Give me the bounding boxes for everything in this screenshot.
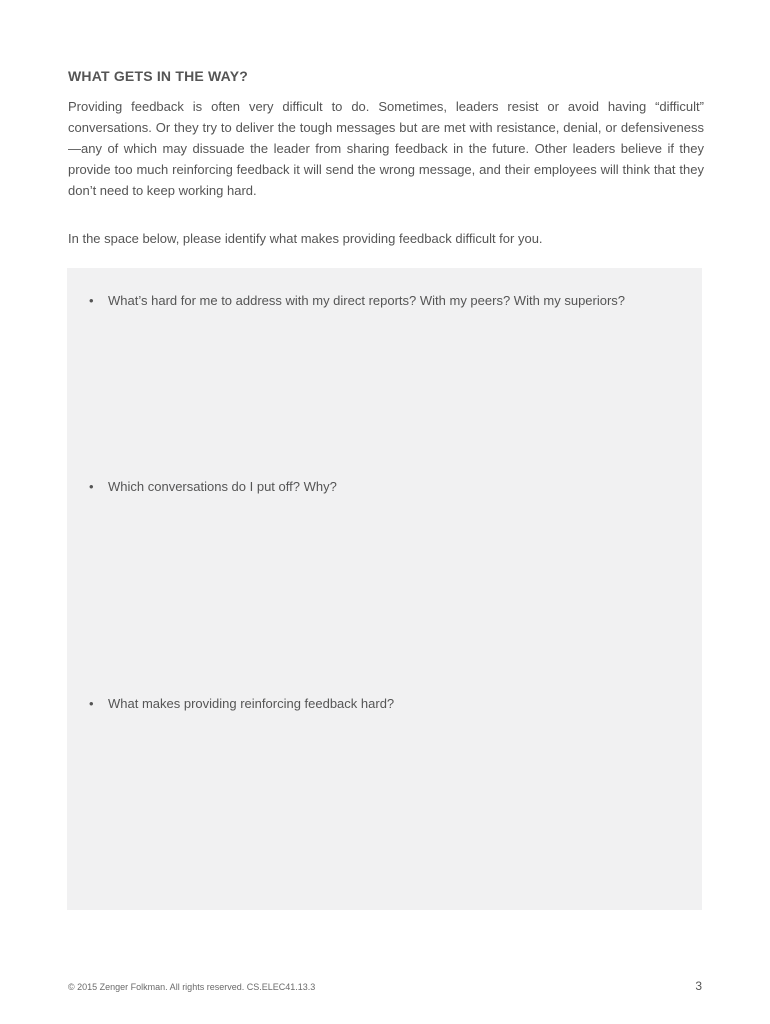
prompt-item bbox=[89, 478, 337, 496]
bullet-icon: • bbox=[89, 696, 94, 711]
instruction-text: In the space below, please identify what makes providing feedback difficult for you. bbox=[68, 231, 543, 246]
footer-copyright: © 2015 Zenger Folkman. All rights reserved. CS.ELEC41.13.3 bbox=[68, 982, 316, 992]
prompt-text: Which conversations do I put off? Why? bbox=[108, 479, 337, 494]
prompt-item bbox=[89, 695, 394, 713]
bullet-icon: • bbox=[89, 479, 94, 494]
answer-area[interactable] bbox=[67, 268, 702, 910]
bullet-icon: • bbox=[89, 293, 94, 308]
intro-paragraph: Providing feedback is often very difficult to do. Sometimes, leaders resist or avoid having “difficult” conversations. Or they try to deliver the tough messages but are met with resistance, denial, or defensiveness—any of which may dissuade the leader from sharing feedback in the future. Other leaders believe if they provide too much reinforcing feedback it will send the wrong message, and their employees will think that they don’t need to keep working hard. bbox=[68, 99, 704, 198]
section-heading: WHAT GETS IN THE WAY? bbox=[68, 68, 248, 84]
prompt-text: What’s hard for me to address with my direct reports? With my peers? With my superiors? bbox=[108, 293, 626, 308]
prompt-item bbox=[89, 292, 625, 310]
prompt-text: What makes providing reinforcing feedback hard? bbox=[108, 696, 395, 711]
page-number: 3 bbox=[695, 979, 702, 993]
